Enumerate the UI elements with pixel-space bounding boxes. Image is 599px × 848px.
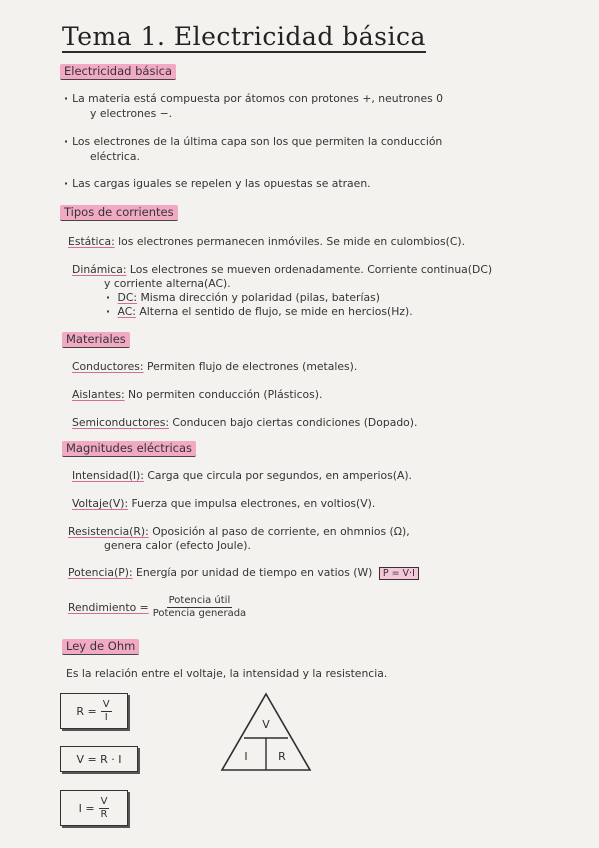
conductores-line xyxy=(72,360,357,373)
potencia-text: Energía por unidad de tiempo en vatios (W) xyxy=(136,566,373,579)
intensidad-line xyxy=(72,469,412,482)
formula-i-fraction xyxy=(99,796,110,821)
aislantes-term: Aislantes: xyxy=(72,388,125,401)
bullet-2-line-1: · Los electrones de la última capa son los que permiten la conducción xyxy=(64,135,442,148)
resistencia-text-1: Oposición al paso de corriente, en ohmnios (Ω), xyxy=(152,525,410,538)
dinamica-text-1: Los electrones se mueven ordenadamente. Corriente continua(DC) xyxy=(129,263,493,276)
formula-box-voltage xyxy=(60,746,138,772)
dc-text: Misma dirección y polaridad (pilas, baterías) xyxy=(140,291,380,304)
ac-line xyxy=(106,305,413,318)
resistencia-term: Resistencia(R): xyxy=(68,525,149,538)
ohm-description: Es la relación entre el voltaje, la intensidad y la resistencia. xyxy=(66,667,388,680)
estatica-line xyxy=(68,235,465,248)
section-heading-ohm: Ley de Ohm xyxy=(62,639,139,655)
formula-box-resistance xyxy=(60,693,128,729)
formula-r-den: I xyxy=(104,711,108,723)
semiconductores-text: Conducen bajo ciertas condiciones (Dopado). xyxy=(172,416,418,429)
estatica-text: los electrones permanecen inmóviles. Se mide en culombios(C). xyxy=(118,235,466,248)
section-heading-electricidad: Electricidad básica xyxy=(60,64,176,80)
ohm-triangle-v-label: V xyxy=(262,718,270,731)
rendimiento-line xyxy=(68,595,246,620)
rendimiento-term: Rendimiento = xyxy=(68,601,149,614)
dc-line xyxy=(106,291,380,304)
voltaje-text: Fuerza que impulsa electrones, en voltios(V). xyxy=(131,497,376,510)
ohm-triangle-diagram xyxy=(220,690,320,782)
formula-r-fraction xyxy=(101,699,112,724)
section-heading-magnitudes: Magnitudes eléctricas xyxy=(62,441,196,457)
potencia-formula-box: P = V·I xyxy=(379,567,419,580)
rendimiento-denominator: Potencia generada xyxy=(152,608,247,619)
dinamica-line-2: y corriente alterna(AC). xyxy=(104,277,231,290)
ohm-triangle-i-label: I xyxy=(244,750,248,763)
formula-i-num: V xyxy=(100,795,108,807)
section-heading-materiales: Materiales xyxy=(62,332,130,348)
intensidad-term: Intensidad(I): xyxy=(72,469,144,482)
potencia-line xyxy=(68,566,419,580)
ohm-triangle-r-label: R xyxy=(278,750,286,763)
potencia-term: Potencia(P): xyxy=(68,566,133,579)
page-title: Tema 1. Electricidad básica xyxy=(62,22,426,51)
ac-text: Alterna el sentido de flujo, se mide en hercios(Hz). xyxy=(139,305,413,318)
formula-i-lhs: I = xyxy=(78,801,95,815)
semiconductores-line xyxy=(72,416,417,429)
dc-term: DC: xyxy=(117,291,138,304)
conductores-text: Permiten flujo de electrones (metales). xyxy=(147,360,358,373)
conductores-term: Conductores: xyxy=(72,360,144,373)
resistencia-line-2: genera calor (efecto Joule). xyxy=(104,539,251,552)
ac-term: AC: xyxy=(117,305,136,318)
bullet-2-line-2: eléctrica. xyxy=(90,150,140,163)
resistencia-line-1 xyxy=(68,525,410,538)
voltaje-line xyxy=(72,497,375,510)
bullet-3: · Las cargas iguales se repelen y las opuestas se atraen. xyxy=(64,177,371,190)
rendimiento-fraction xyxy=(153,595,247,620)
formula-r-lhs: R = xyxy=(76,704,97,718)
dinamica-term: Dinámica: xyxy=(72,263,127,276)
bullet-1-line-1: · La materia está compuesta por átomos con protones +, neutrones 0 xyxy=(64,92,443,105)
estatica-term: Estática: xyxy=(68,235,115,248)
formula-r-num: V xyxy=(102,698,110,710)
intensidad-text: Carga que circula por segundos, en amperios(A). xyxy=(147,469,412,482)
dinamica-line-1 xyxy=(72,263,492,276)
semiconductores-term: Semiconductores: xyxy=(72,416,169,429)
aislantes-text: No permiten conducción (Plásticos). xyxy=(128,388,323,401)
formula-box-intensity xyxy=(60,790,128,826)
voltaje-term: Voltaje(V): xyxy=(72,497,129,510)
formula-v: V = R · I xyxy=(76,752,122,766)
section-heading-tipos: Tipos de corrientes xyxy=(60,205,178,221)
formula-i-den: R xyxy=(100,808,108,820)
bullet-1-line-2: y electrones −. xyxy=(90,107,173,120)
rendimiento-numerator: Potencia útil xyxy=(168,595,231,606)
aislantes-line xyxy=(72,388,322,401)
